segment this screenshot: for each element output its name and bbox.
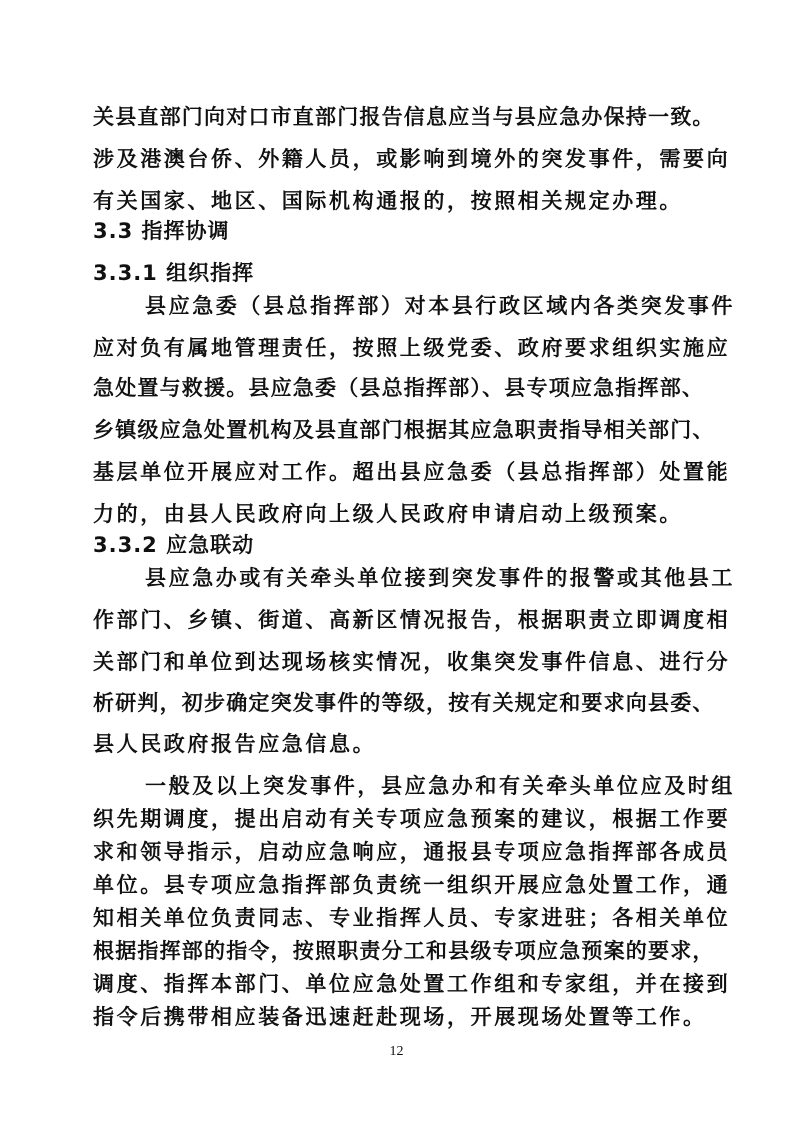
paragraph-line: 关部门和单位到达现场核实情况，收集突发事件信息、进行分 — [93, 649, 731, 674]
paragraph-line: 力的，由县人民政府向上级人民政府申请启动上级预案。 — [93, 501, 683, 526]
paragraph-line: 急处置与救援。县应急委（县总指挥部）、县专项应急指挥部、 — [93, 375, 705, 400]
paragraph-line: 织先期调度，提出启动有关专项应急预案的建议，根据工作要 — [93, 806, 731, 831]
paragraph-line: 指令后携带相应装备迅速赶赴现场，开展现场处置等工作。 — [93, 1004, 707, 1029]
paragraph-line: 县应急委（县总指挥部）对本县行政区域内各类突发事件 — [145, 293, 735, 318]
paragraph-line: 乡镇级应急处置机构及县直部门根据其应急职责指导相关部门、 — [93, 417, 715, 442]
section-heading-3-3: 3.3 指挥协调 — [93, 219, 230, 243]
paragraph-line: 基层单位开展应对工作。超出县应急委（县总指挥部）处置能 — [93, 459, 731, 484]
paragraph-line: 调度、指挥本部门、单位应急处置工作组和专家组，并在接到 — [93, 971, 731, 996]
paragraph-line: 求和领导指示，启动应急响应，通报县专项应急指挥部各成员 — [93, 839, 731, 864]
paragraph-line: 一般及以上突发事件，县应急办和有关牵头单位应及时组 — [145, 773, 735, 798]
text-line: 涉及港澳台侨、外籍人员，或影响到境外的突发事件，需要向 — [93, 146, 731, 171]
section-heading-3-3-2: 3.3.2 应急联动 — [93, 533, 255, 557]
paragraph-line: 应对负有属地管理责任，按照上级党委、政府要求组织实施应 — [93, 335, 731, 360]
paragraph-line: 知相关单位负责同志、专业指挥人员、专家进驻；各相关单位 — [93, 905, 731, 930]
paragraph-line: 县应急办或有关牵头单位接到突发事件的报警或其他县工 — [145, 565, 735, 590]
paragraph-line: 县人民政府报告应急信息。 — [93, 731, 377, 756]
text-line: 有关国家、地区、国际机构通报的，按照相关规定办理。 — [93, 188, 683, 213]
paragraph-line: 根据指挥部的指令，按照职责分工和县级专项应急预案的要求， — [93, 938, 715, 963]
paragraph-line: 作部门、乡镇、街道、高新区情况报告，根据职责立即调度相 — [93, 607, 731, 632]
paragraph-line: 析研判，初步确定突发事件的等级，按有关规定和要求向县委、 — [93, 690, 715, 715]
page-number: 12 — [389, 1044, 404, 1059]
paragraph-line: 单位。县专项应急指挥部负责统一组织开展应急处置工作，通 — [93, 872, 731, 897]
section-heading-3-3-1: 3.3.1 组织指挥 — [93, 261, 255, 285]
text-line: 关县直部门向对口市直部门报告信息应当与县应急办保持一致。 — [93, 104, 715, 129]
